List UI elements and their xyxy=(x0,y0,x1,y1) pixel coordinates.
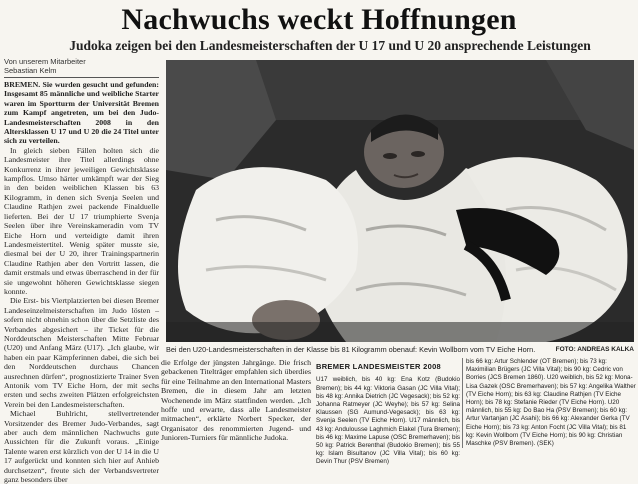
results-divider xyxy=(462,358,463,448)
byline-author: Sebastian Kelm xyxy=(4,66,57,75)
article-paragraph: die Erfolge der jüngsten Jahrgänge. Die frisch gebackenen Titelträger empfahlen sich überdies für eine Teilnahme an den International Masters Bremen, die in diesem Jahr am letzten Wochenende im März stattfinden werden. „Ich hoffe und erwarte, dass alle Landesmeister mitmachen“, erklärte Norbert Specker, der Organisator des renommierten Jugend- und Junioren-Turniers für männliche Judoka. xyxy=(161,358,311,443)
results-list-part-a: U17 weiblich, bis 40 kg: Ena Kotz (Budokio Bremen); bis 44 kg: Viktoria Gasan (JC Villa Vital); bis 48 kg: Annika Dietrich (JC Vegesack); bis 52 kg: Johanna Ratmeyer (JC Weyhe); bis 57 kg: Selina Klaussen (SG Aumund-Vegesack); bis 63 kg: Svenja Seelen (TV Eiche Horn). U17 männlich, bis 43 kg: Andulousse Laghmich Elakel (Tura Bremen); bis 46 kg: Maxime Lapuse (OSC Bremerhaven); bis 50 kg: Patrick Berenthal (Budokio Bremen); bis 55 kg: Islam Bisultanov (JC Villa Vital); bis 60 kg: Devin Thur (PSV Bremen) xyxy=(316,376,460,466)
judo-photo-illustration xyxy=(166,60,634,342)
byline-divider xyxy=(4,77,159,78)
results-list-part-b: bis 66 kg: Artur Schlender (OT Bremen); bis 73 kg: Maximilian Brügers (JC Villa Vital); bis 90 kg: Cedric von Borries (JCS Bremen 1860). U20 weiblich, bis 52 kg: Mona-Lisa Gazek (OSC Bremerhaven); bis 57 kg: Angelika Walther (TV Eiche Horn); bis 63 kg: Claudine Rathjen (TV Eiche Horn); bis 78 kg: Stefanie Rieder (TV Eiche Horn). U20 männlich, bis 55 kg: Do Bao Ha (PSV Bremen); bis 60 kg: Artur Vartanjan (JC Asahi); bis 66 kg: Alexander Gerka (TV Eiche Horn); bis 73 kg: Anton Focht (JC Villa Vital); bis 81 kg: Kevin Wollborn (TV Eiche Horn); bis 90 kg: Christian Maschke (PSV Bremen). (SEK) xyxy=(466,358,636,448)
byline xyxy=(4,57,154,75)
article-paragraph: Michael Buhlricht, stellvertretender Vorsitzender des Bremer Judo-Verbandes, sagt aber auch dem männlichen Nachwuchs gute Aussichten für die Zukunft voraus. „Einige Talente waren erst kürzlich von der U 14 in die U 17 aufgerückt und konnten sich hier auf Anhieb durchsetzen“, freute sich der Verbandsvertreter ganz besonders über xyxy=(4,409,159,484)
results-heading: BREMER LANDESMEISTER 2008 xyxy=(316,362,442,371)
article-paragraph: Die Erst- bis Viertplatzierten bei diesen Bremer Landeseinzelmeisterschaften im Judo lösten – sofern nicht ohnehin schon über die Setzliste des Verbandes abgesichert – ihr Ticket für die Norddeutschen Meisterschaften Mitte Februar (U20) und Anfang März (U17). „Ich glaube, wir haben ein paar Kämpferinnen dabei, die sich bei den Norddeutschen durchaus Chancen ausrechnen dürfen“, prognostizierte Trainer Sven Antonik vom TV Eiche Horn, der mit sechs ersten und sechs zweiten Plätzen erfolgreichsten Verein bei den Landesmeisterschaften. xyxy=(4,296,159,409)
subheadline: Judoka zeigen bei den Landesmeisterschaften der U 17 und U 20 ansprechende Leistungen xyxy=(69,38,591,53)
byline-intro: Von unserem Mitarbeiter xyxy=(4,57,86,66)
photo-caption xyxy=(166,344,634,356)
article-lead: BREMEN. Sie wurden gesucht und gefunden: Insgesamt 85 männliche und weibliche Starter waren im Sportturm der Universität Bremen zum Kampf angetreten, um bei den Judo-Landesmeisterschaften 2008 in den Altersklassen U 17 und U 20 die 24 Titel unter sich zu verteilen. xyxy=(4,80,159,146)
photo-credit: FOTO: ANDREAS KALKA xyxy=(555,346,634,353)
judo-photo xyxy=(166,60,634,342)
article-paragraph: In gleich sieben Fällen holten sich die Landesmeister ihre Titel allerdings ohne Konkurrenz in ihrer jeweiligen Gewichtsklasse kampflos. Umso härter umkämpft war der Sieg in den beiden weiblichen Klassen bis 63 Kilogramm, in denen sich Svenja Seelen und Claudine Rathjen zwei packende Finalduelle lieferten. Bei der U 17 triumphierte Svenja Seelen über ihre Vereinskameradin vom TV Eiche Horn und verteidigte damit ihren Landesmeistertitel. Wenig später musste sie, diesmal bei der U 20, ihrer Trainingspartnerin Claudine Rathjen aber den Vortritt lassen, die damit erstmals und etwas überraschend in der für sie ungewohnt höheren Gewichtsklasse siegen konnte. xyxy=(4,145,159,296)
article-column-2 xyxy=(161,358,311,448)
results-column xyxy=(312,358,460,466)
article-column-1 xyxy=(4,80,159,484)
caption-text: Bei den U20-Landesmeisterschaften in der Klasse bis 81 Kilogramm obenauf: Kevin Wollborn vom TV Eiche Horn. xyxy=(166,345,536,354)
headline: Nachwuchs weckt Hoffnungen xyxy=(121,3,517,36)
